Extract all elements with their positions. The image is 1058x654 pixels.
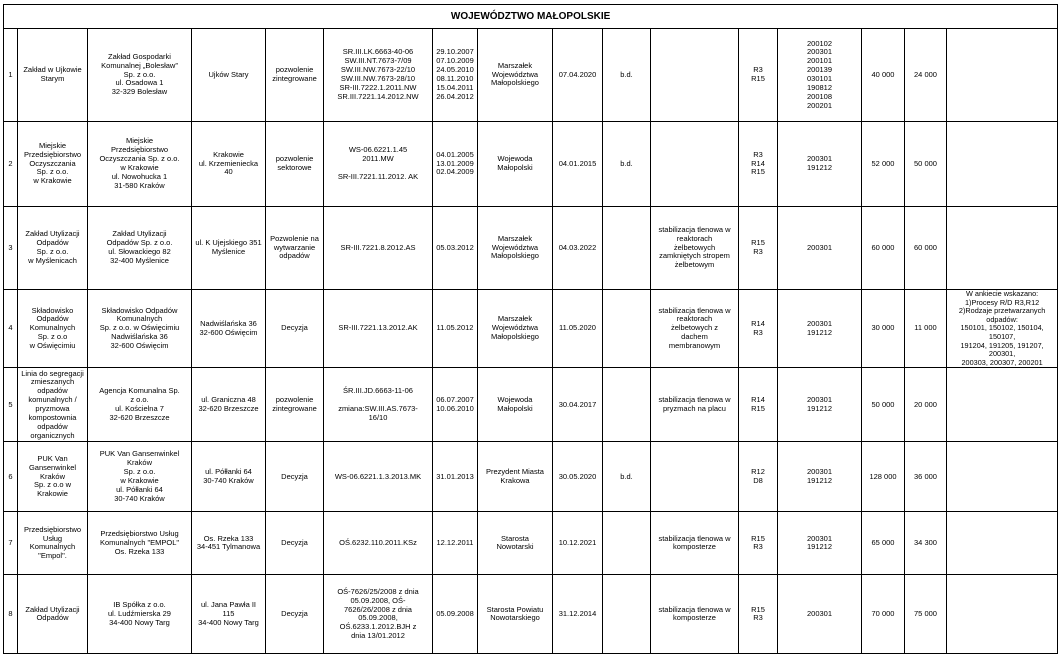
holder-cell: Zakład w Ujkowie Starym [18, 29, 88, 122]
validity-date-cell: 07.04.2020 [553, 29, 603, 122]
process-codes-cell: R3 R14 R15 [739, 122, 778, 207]
issuing-authority-cell: Wojewoda Małopolski [478, 122, 553, 207]
capacity-cell: 65 000 [862, 512, 905, 575]
waste-codes-cell: 200301 [778, 207, 862, 290]
document-page [3, 4, 1046, 654]
decision-type-cell: Decyzja [266, 512, 324, 575]
throughput-cell: 60 000 [905, 207, 947, 290]
capacity-cell: 128 000 [862, 442, 905, 512]
decision-number-cell: OŚ-7626/25/2008 z dnia 05.09.2008, OŚ- 7626/26/2008 z dnia 05.09.2008, OŚ.6233.1.2012.BJH z dnia 13/01.2012 [324, 575, 433, 654]
notes-cell [947, 122, 1058, 207]
validity-date-cell: 30.04.2017 [553, 368, 603, 442]
throughput-cell: 24 000 [905, 29, 947, 122]
process-codes-cell: R12 D8 [739, 442, 778, 512]
holder-cell: Zakład Utylizacji Odpadów [18, 575, 88, 654]
capacity-cell: 50 000 [862, 368, 905, 442]
title-row [4, 5, 1058, 29]
waste-codes-cell: 200301 191212 [778, 368, 862, 442]
operator-cell: Zakład Utylizacji Odpadów Sp. z o.o. ul. Słowackiego 82 32-400 Myślenice [88, 207, 192, 290]
decision-date-cell: 05.09.2008 [433, 575, 478, 654]
row-number-cell: 1 [4, 29, 18, 122]
decision-type-cell: Pozwolenie na wytwarzanie odpadów [266, 207, 324, 290]
decision-number-cell: SR-III.7221.8.2012.AS [324, 207, 433, 290]
location-cell: ul. Jana Pawła II 115 34-400 Nowy Targ [192, 575, 266, 654]
validity-note-cell [603, 575, 651, 654]
decision-number-cell: SR.III.LK.6663-40-06 SW.III.NT.7673-7/09 SW.III.NW.7673-22/10 SW.III.NW.7673-28/10 SR-III.7222.1.2011.NW SR.III.7221.14.2012.NW [324, 29, 433, 122]
issuing-authority-cell: Wojewoda Małopolski [478, 368, 553, 442]
throughput-cell: 36 000 [905, 442, 947, 512]
holder-cell: PUK Van Gansenwinkel Kraków Sp. z o.o w Krakowie [18, 442, 88, 512]
operator-cell: PUK Van Gansenwinkel Kraków Sp. z o.o. w Krakowie ul. Półłanki 64 30-740 Kraków [88, 442, 192, 512]
holder-cell: Linia do segregacji zmieszanych odpadów komunalnych / pryzmowa kompostownia odpadów organicznych [18, 368, 88, 442]
notes-cell: W ankiecie wskazano: 1)Procesy R/D R3,R12 2)Rodzaje przetwarzanych odpadów: 150101, 150102, 150104, 150107, 191204, 191205, 191207, 200301, 200303, 200307, 200201 [947, 290, 1058, 368]
location-cell: Ujków Stary [192, 29, 266, 122]
capacity-cell: 60 000 [862, 207, 905, 290]
process-codes-cell: R3 R15 [739, 29, 778, 122]
decision-type-cell: pozwolenie sektorowe [266, 122, 324, 207]
process-codes-cell: R15 R3 [739, 575, 778, 654]
page-title: WOJEWÓDZTWO MAŁOPOLSKIE [4, 5, 1058, 29]
notes-cell [947, 368, 1058, 442]
validity-date-cell: 04.01.2015 [553, 122, 603, 207]
process-description-cell [651, 442, 739, 512]
validity-note-cell [603, 207, 651, 290]
location-cell: Krakowie ul. Krzemieniecka 40 [192, 122, 266, 207]
location-cell: ul. Półłanki 64 30-740 Kraków [192, 442, 266, 512]
issuing-authority-cell: Marszałek Województwa Małopolskiego [478, 29, 553, 122]
process-description-cell [651, 122, 739, 207]
notes-cell [947, 442, 1058, 512]
capacity-cell: 52 000 [862, 122, 905, 207]
validity-date-cell: 11.05.2020 [553, 290, 603, 368]
facilities-table [3, 4, 1058, 654]
throughput-cell: 75 000 [905, 575, 947, 654]
decision-number-cell: SR-III.7221.13.2012.AK [324, 290, 433, 368]
issuing-authority-cell: Prezydent Miasta Krakowa [478, 442, 553, 512]
notes-cell [947, 575, 1058, 654]
process-description-cell: stabilizacja tlenowa w komposterze [651, 512, 739, 575]
holder-cell: Składowisko Odpadów Komunalnych Sp. z o.o w Oświęcimiu [18, 290, 88, 368]
table-row [4, 207, 1058, 290]
decision-date-cell: 05.03.2012 [433, 207, 478, 290]
decision-type-cell: Decyzja [266, 290, 324, 368]
row-number-cell: 3 [4, 207, 18, 290]
location-cell: ul. K Ujejskiego 351 Myślenice [192, 207, 266, 290]
validity-date-cell: 30.05.2020 [553, 442, 603, 512]
row-number-cell: 5 [4, 368, 18, 442]
decision-type-cell: pozwolenie zintegrowane [266, 29, 324, 122]
operator-cell: Przedsiębiorstwo Usług Komunalnych "EMPOL" Os. Rzeka 133 [88, 512, 192, 575]
location-cell: Os. Rzeka 133 34-451 Tylmanowa [192, 512, 266, 575]
operator-cell: Składowisko Odpadów Komunalnych Sp. z o.o. w Oświęcimiu Nadwiślańska 36 32-600 Oświęcim [88, 290, 192, 368]
waste-codes-cell: 200301 191212 [778, 442, 862, 512]
decision-date-cell: 06.07.2007 10.06.2010 [433, 368, 478, 442]
waste-codes-cell: 200301 191212 [778, 290, 862, 368]
decision-date-cell: 31.01.2013 [433, 442, 478, 512]
validity-note-cell [603, 512, 651, 575]
holder-cell: Przedsiębiorstwo Usług Komunalnych "Empol". [18, 512, 88, 575]
throughput-cell: 34 300 [905, 512, 947, 575]
validity-note-cell [603, 290, 651, 368]
process-description-cell: stabilizacja tlenowa w komposterze [651, 575, 739, 654]
notes-cell [947, 207, 1058, 290]
validity-note-cell: b.d. [603, 29, 651, 122]
validity-date-cell: 04.03.2022 [553, 207, 603, 290]
table-row [4, 442, 1058, 512]
decision-date-cell: 04.01.2005 13.01.2009 02.04.2009 [433, 122, 478, 207]
table-row [4, 368, 1058, 442]
process-description-cell: stabilizacja tlenowa w reaktorach żelbetowych z dachem membranowym [651, 290, 739, 368]
validity-date-cell: 10.12.2021 [553, 512, 603, 575]
table-row [4, 290, 1058, 368]
throughput-cell: 50 000 [905, 122, 947, 207]
process-description-cell [651, 29, 739, 122]
decision-date-cell: 11.05.2012 [433, 290, 478, 368]
notes-cell [947, 512, 1058, 575]
validity-note-cell: b.d. [603, 442, 651, 512]
capacity-cell: 30 000 [862, 290, 905, 368]
location-cell: ul. Graniczna 48 32-620 Brzeszcze [192, 368, 266, 442]
table-row [4, 122, 1058, 207]
operator-cell: IB Spółka z o.o. ul. Ludźmierska 29 34-400 Nowy Targ [88, 575, 192, 654]
decision-number-cell: WS-06.6221.1.45 2011.MW SR-III.7221.11.2012. AK [324, 122, 433, 207]
validity-date-cell: 31.12.2014 [553, 575, 603, 654]
holder-cell: Miejskie Przedsiębiorstwo Oczyszczania Sp. z o.o. w Krakowie [18, 122, 88, 207]
row-number-cell: 4 [4, 290, 18, 368]
table-row [4, 512, 1058, 575]
row-number-cell: 8 [4, 575, 18, 654]
waste-codes-cell: 200301 [778, 575, 862, 654]
process-codes-cell: R15 R3 [739, 512, 778, 575]
capacity-cell: 70 000 [862, 575, 905, 654]
process-codes-cell: R14 R3 [739, 290, 778, 368]
decision-number-cell: WS-06.6221.1.3.2013.MK [324, 442, 433, 512]
decision-type-cell: pozwolenie zintegrowane [266, 368, 324, 442]
decision-number-cell: OŚ.6232.110.2011.KSz [324, 512, 433, 575]
throughput-cell: 11 000 [905, 290, 947, 368]
process-description-cell: stabilizacja tlenowa w pryzmach na placu [651, 368, 739, 442]
operator-cell: Agencja Komunalna Sp. z o.o. ul. Kościelna 7 32-620 Brzeszcze [88, 368, 192, 442]
process-codes-cell: R15 R3 [739, 207, 778, 290]
decision-type-cell: Decyzja [266, 575, 324, 654]
issuing-authority-cell: Starosta Nowotarski [478, 512, 553, 575]
issuing-authority-cell: Marszałek Województwa Małopolskiego [478, 207, 553, 290]
issuing-authority-cell: Marszałek Województwa Małopolskiego [478, 290, 553, 368]
decision-number-cell: ŚR.III.JD.6663-11-06 zmiana:SW.III.AS.7673- 16/10 [324, 368, 433, 442]
table-row [4, 575, 1058, 654]
issuing-authority-cell: Starosta Powiatu Nowotarskiego [478, 575, 553, 654]
validity-note-cell [603, 368, 651, 442]
row-number-cell: 2 [4, 122, 18, 207]
waste-codes-cell: 200301 191212 [778, 512, 862, 575]
decision-date-cell: 29.10.2007 07.10.2009 24.05.2010 08.11.2010 15.04.2011 26.04.2012 [433, 29, 478, 122]
throughput-cell: 20 000 [905, 368, 947, 442]
operator-cell: Miejskie Przedsiębiorstwo Oczyszczania Sp. z o.o. w Krakowie ul. Nowohucka 1 31-580 Kraków [88, 122, 192, 207]
validity-note-cell: b.d. [603, 122, 651, 207]
process-description-cell: stabilizacja tlenowa w reaktorach żelbetowych zamkniętych stropem żelbetowym [651, 207, 739, 290]
decision-date-cell: 12.12.2011 [433, 512, 478, 575]
capacity-cell: 40 000 [862, 29, 905, 122]
decision-type-cell: Decyzja [266, 442, 324, 512]
row-number-cell: 7 [4, 512, 18, 575]
waste-codes-cell: 200301 191212 [778, 122, 862, 207]
waste-codes-cell: 200102 200301 200101 200139 030101 190812 200108 200201 [778, 29, 862, 122]
notes-cell [947, 29, 1058, 122]
process-codes-cell: R14 R15 [739, 368, 778, 442]
location-cell: Nadwiślańska 36 32-600 Oświęcim [192, 290, 266, 368]
operator-cell: Zakład Gospodarki Komunalnej „Bolesław” Sp. z o.o. ul. Osadowa 1 32-329 Bolesław [88, 29, 192, 122]
holder-cell: Zakład Utylizacji Odpadów Sp. z o.o. w Myślenicach [18, 207, 88, 290]
table-row [4, 29, 1058, 122]
row-number-cell: 6 [4, 442, 18, 512]
